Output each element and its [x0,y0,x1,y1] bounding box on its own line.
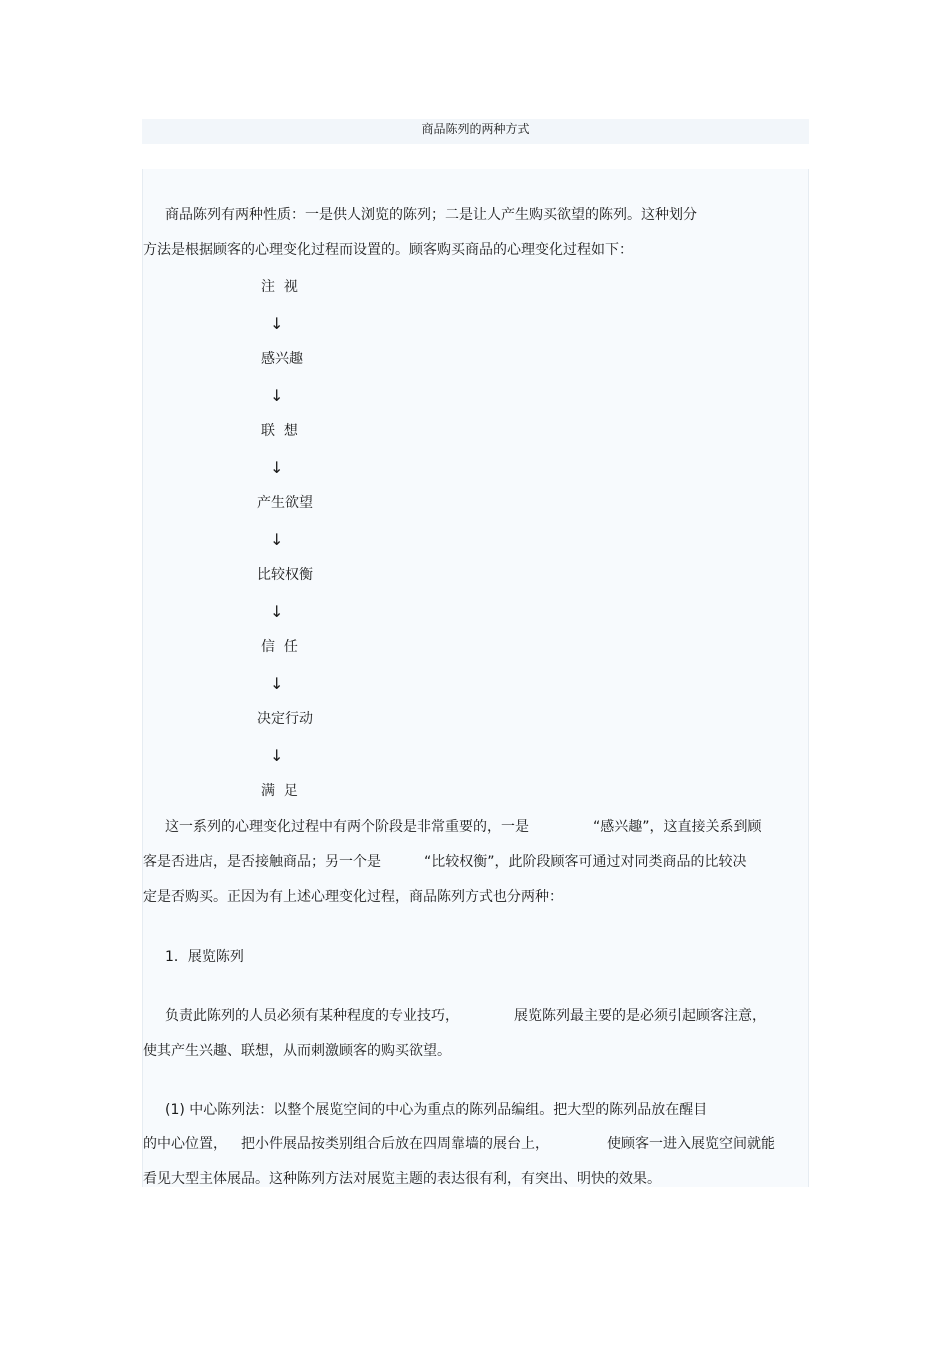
para2-line-3: 定是否购买。正因为有上述心理变化过程，商品陈列方式也分两种： [143,889,563,905]
arrow-down-icon: ↓ [270,530,284,549]
arrow-down-icon: ↓ [270,314,284,333]
para4-line-1: (1) 中心陈列法：以整个展览空间的中心为重点的陈列品编组。把大型的陈列品放在醒目 [165,1102,708,1118]
para4-line-2a: 的中心位置， [143,1136,227,1152]
para4-line-2c: 使顾客一进入展览空间就能 [607,1136,775,1152]
step-interest: 感兴趣 [261,351,303,367]
step-comparison: 比较权衡 [257,567,313,583]
content-area [142,119,809,1187]
step-desire: 产生欲望 [257,495,313,511]
para3-line-1b: 展览陈列最主要的是必须引起顾客注意， [514,1008,766,1024]
step-satisfaction: 满 足 [261,783,298,799]
arrow-down-icon: ↓ [270,674,284,693]
arrow-down-icon: ↓ [270,746,284,765]
intro-line-2: 方法是根据顾客的心理变化过程而设置的。顾客购买商品的心理变化过程如下： [143,242,633,258]
para3-line-2: 使其产生兴趣、联想，从而刺激顾客的购买欲望。 [143,1043,451,1059]
para4-line-2b: 把小件展品按类别组合后放在四周靠墙的展台上， [241,1136,549,1152]
step-decision: 决定行动 [257,711,313,727]
para2-line-1b: “感兴趣”，这直接关系到顾 [593,819,762,835]
para2-line-2a: 客是否进店，是否接触商品；另一个是 [143,854,381,870]
arrow-down-icon: ↓ [270,602,284,621]
para2-line-1a: 这一系列的心理变化过程中有两个阶段是非常重要的，一是 [165,819,529,835]
para3-line-1a: 负责此陈列的人员必须有某种程度的专业技巧， [165,1008,459,1024]
arrow-down-icon: ↓ [270,458,284,477]
step-association: 联 想 [261,423,298,439]
intro-line-1: 商品陈列有两种性质：一是供人浏览的陈列；二是让人产生购买欲望的陈列。这种划分 [165,207,697,223]
title-gap [142,144,809,169]
document-title: 商品陈列的两种方式 [421,122,530,136]
para2-line-2b: “比较权衡”，此阶段顾客可通过对同类商品的比较决 [424,854,747,870]
para4-line-3: 看见大型主体展品。这种陈列方法对展览主题的表达很有利，有突出、明快的效果。 [143,1171,661,1187]
section-heading: 1．展览陈列 [165,949,244,965]
step-trust: 信 任 [261,639,298,655]
arrow-down-icon: ↓ [270,386,284,405]
step-attention: 注 视 [261,279,298,295]
